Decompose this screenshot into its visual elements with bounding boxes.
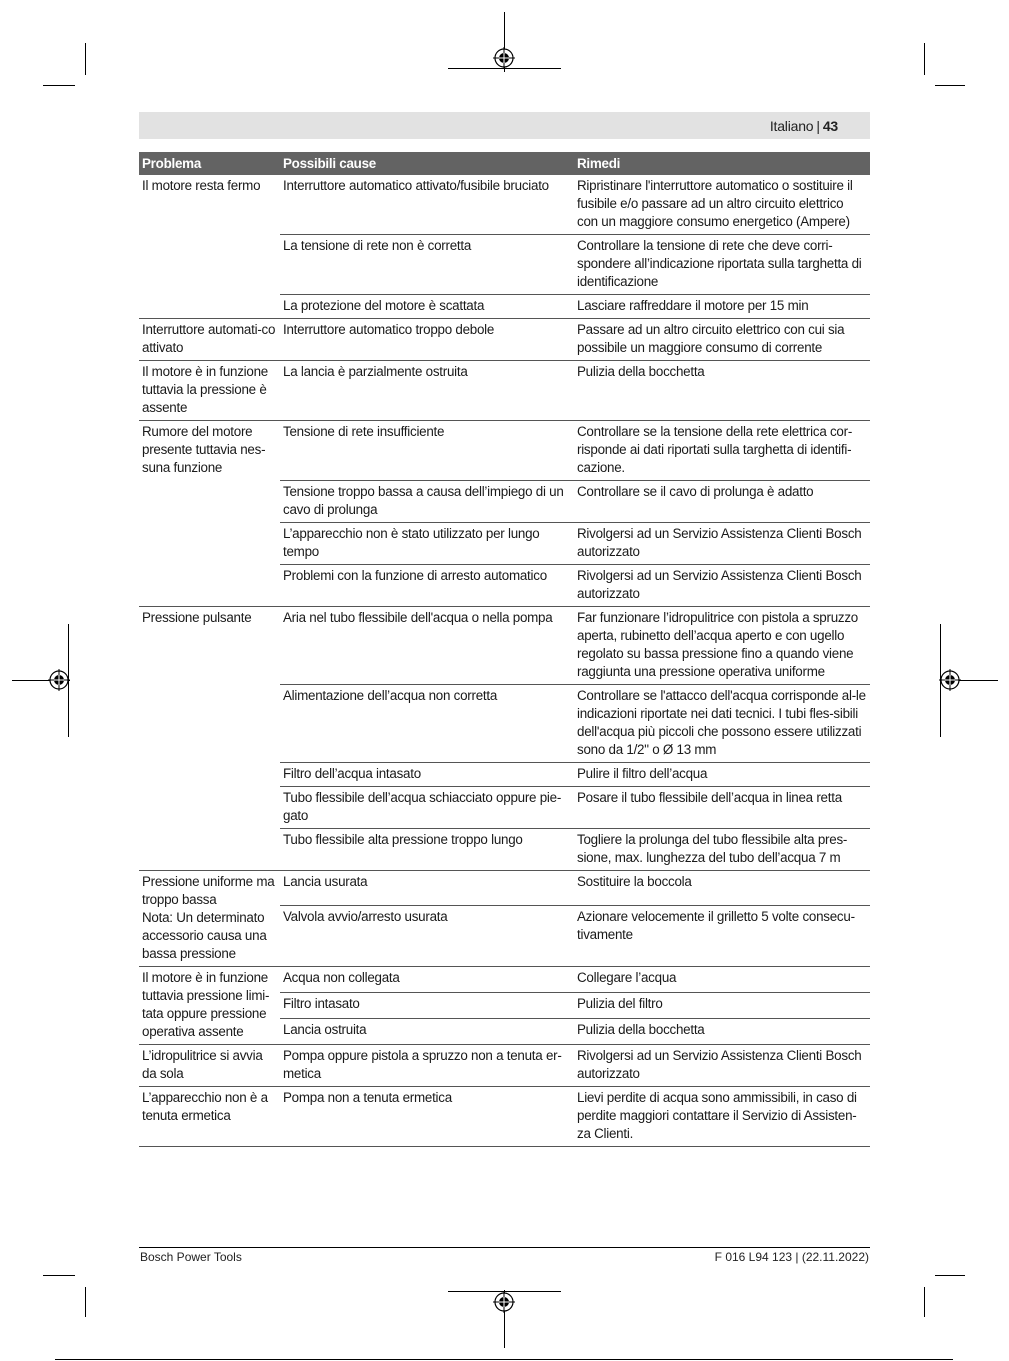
problem-cell: Il motore è in funzione tuttavia pressione limi-tata oppure pressione operativa assente xyxy=(139,967,280,1045)
problem-cell: Rumore del motore presente tuttavia nes-suna funzione xyxy=(139,421,280,607)
remedy-cell: Sostituire la boccola xyxy=(574,871,870,906)
crop-mark xyxy=(43,1275,75,1276)
registration-target-icon xyxy=(493,47,515,69)
table-row xyxy=(139,1045,870,1087)
cause-cell: La protezione del motore è scattata xyxy=(280,295,574,319)
problem-cell: Pressione pulsante xyxy=(139,607,280,871)
table-row xyxy=(139,421,870,481)
remedy-cell: Rivolgersi ad un Servizio Assistenza Clienti Bosch autorizzato xyxy=(574,1045,870,1087)
crop-mark xyxy=(924,43,925,75)
cause-cell: La tensione di rete non è corretta xyxy=(280,235,574,295)
table-row xyxy=(139,607,870,685)
remedy-cell: Azionare velocemente il grilletto 5 volte consecu-tivamente xyxy=(574,905,870,966)
crop-mark xyxy=(935,1275,965,1276)
table-row xyxy=(139,871,870,906)
crop-mark xyxy=(935,85,965,86)
problem-cell: L’apparecchio non è a tenuta ermetica xyxy=(139,1087,280,1147)
cause-cell: Acqua non collegata xyxy=(280,967,574,993)
page-bottom-rule xyxy=(55,1359,953,1360)
remedy-cell: Pulizia della bocchetta xyxy=(574,1019,870,1045)
table-body xyxy=(139,175,870,1147)
crop-mark xyxy=(85,43,86,75)
remedy-cell: Pulizia del filtro xyxy=(574,993,870,1019)
crop-mark xyxy=(85,1287,86,1317)
problem-cell: L’idropulitrice si avvia da sola xyxy=(139,1045,280,1087)
cause-cell: Tensione troppo bassa a causa dell’impiego di un cavo di prolunga xyxy=(280,481,574,523)
remedy-cell: Controllare se la tensione della rete elettrica cor-risponde ai dati riportati sulla targhetta di identifi-cazione. xyxy=(574,421,870,481)
cause-cell: Filtro intasato xyxy=(280,993,574,1019)
troubleshooting-table xyxy=(139,152,870,1147)
header-separator: | xyxy=(816,118,820,134)
remedy-cell: Collegare l’acqua xyxy=(574,967,870,993)
column-header-causes: Possibili cause xyxy=(280,152,574,175)
cause-cell: Interruttore automatico troppo debole xyxy=(280,319,574,361)
remedy-cell: Pulizia della bocchetta xyxy=(574,361,870,421)
registration-target-icon xyxy=(939,669,961,691)
remedy-cell: Ripristinare l'interruttore automatico o sostituire il fusibile e/o passare ad un altro circuito elettrico con un maggiore consumo energetico (Ampere) xyxy=(574,175,870,235)
problem-cell: Il motore resta fermo xyxy=(139,175,280,319)
remedy-cell: Posare il tubo flessibile dell’acqua in linea retta xyxy=(574,787,870,829)
remedy-cell: Far funzionare l’idropulitrice con pistola a spruzzo aperta, rubinetto dell’acqua aperto e con ugello regolato su bassa pressione fino a quando viene raggiunta una pressione operativa uniforme xyxy=(574,607,870,685)
page-header-band xyxy=(139,112,870,139)
cause-cell: Tubo flessibile dell’acqua schiacciato oppure pie-gato xyxy=(280,787,574,829)
footer-brand: Bosch Power Tools xyxy=(140,1250,242,1264)
problem-cell: Pressione uniforme ma troppo bassa Nota: Un determinato accessorio causa una bassa pressione xyxy=(139,871,280,967)
page-header xyxy=(770,118,838,134)
cause-cell: Filtro dell’acqua intasato xyxy=(280,763,574,787)
cause-cell: Alimentazione dell’acqua non corretta xyxy=(280,685,574,763)
crop-mark xyxy=(43,85,75,86)
remedy-cell: Controllare se il cavo di prolunga è adatto xyxy=(574,481,870,523)
table-row xyxy=(139,319,870,361)
problem-cell: Interruttore automati-co attivato xyxy=(139,319,280,361)
cause-cell: Valvola avvio/arresto usurata xyxy=(280,905,574,966)
column-header-remedies: Rimedi xyxy=(574,152,870,175)
page-number: 43 xyxy=(822,118,838,134)
cause-cell: Interruttore automatico attivato/fusibile bruciato xyxy=(280,175,574,235)
problem-cell: Il motore è in funzione tuttavia la pressione è assente xyxy=(139,361,280,421)
remedy-cell: Controllare la tensione di rete che deve corri-spondere all’indicazione riportata sulla targhetta di identificazione xyxy=(574,235,870,295)
cause-cell: Aria nel tubo flessibile dell'acqua o nella pompa xyxy=(280,607,574,685)
footer-doc-id: F 016 L94 123 | (22.11.2022) xyxy=(714,1250,869,1264)
column-header-problem: Problema xyxy=(139,152,280,175)
registration-target-icon xyxy=(493,1291,515,1313)
remedy-cell: Passare ad un altro circuito elettrico con cui sia possibile un maggiore consumo di corrente xyxy=(574,319,870,361)
remedy-cell: Pulire il filtro dell’acqua xyxy=(574,763,870,787)
cause-cell: Tubo flessibile alta pressione troppo lungo xyxy=(280,829,574,871)
cause-cell: Lancia ostruita xyxy=(280,1019,574,1045)
remedy-cell: Lievi perdite di acqua sono ammissibili, in caso di perdite maggiori contattare il Servizio di Assisten-za Clienti. xyxy=(574,1087,870,1147)
cause-cell: Pompa non a tenuta ermetica xyxy=(280,1087,574,1147)
header-language: Italiano xyxy=(769,118,814,134)
table-row xyxy=(139,1087,870,1147)
cause-cell: L’apparecchio non è stato utilizzato per lungo tempo xyxy=(280,523,574,565)
cause-cell: Problemi con la funzione di arresto automatico xyxy=(280,565,574,607)
crop-mark xyxy=(924,1287,925,1317)
registration-target-icon xyxy=(48,669,70,691)
footer-rule xyxy=(139,1247,870,1248)
remedy-cell: Controllare se l'attacco dell'acqua corrisponde al-le indicazioni riportate nei dati tecnici. I tubi fles-sibili dell'acqua più piccoli che possono essere utilizzati sono da 1/2" o Ø 13 mm xyxy=(574,685,870,763)
cause-cell: Pompa oppure pistola a spruzzo non a tenuta er-metica xyxy=(280,1045,574,1087)
remedy-cell: Lasciare raffreddare il motore per 15 min xyxy=(574,295,870,319)
cause-cell: Tensione di rete insufficiente xyxy=(280,421,574,481)
table-row xyxy=(139,175,870,235)
cause-cell: Lancia usurata xyxy=(280,871,574,906)
cause-cell: La lancia è parzialmente ostruita xyxy=(280,361,574,421)
remedy-cell: Rivolgersi ad un Servizio Assistenza Clienti Bosch autorizzato xyxy=(574,523,870,565)
remedy-cell: Rivolgersi ad un Servizio Assistenza Clienti Bosch autorizzato xyxy=(574,565,870,607)
table-row xyxy=(139,361,870,421)
table-row xyxy=(139,967,870,993)
table-header-row xyxy=(139,152,870,175)
remedy-cell: Togliere la prolunga del tubo flessibile alta pres-sione, max. lunghezza del tubo dell’acqua 7 m xyxy=(574,829,870,871)
